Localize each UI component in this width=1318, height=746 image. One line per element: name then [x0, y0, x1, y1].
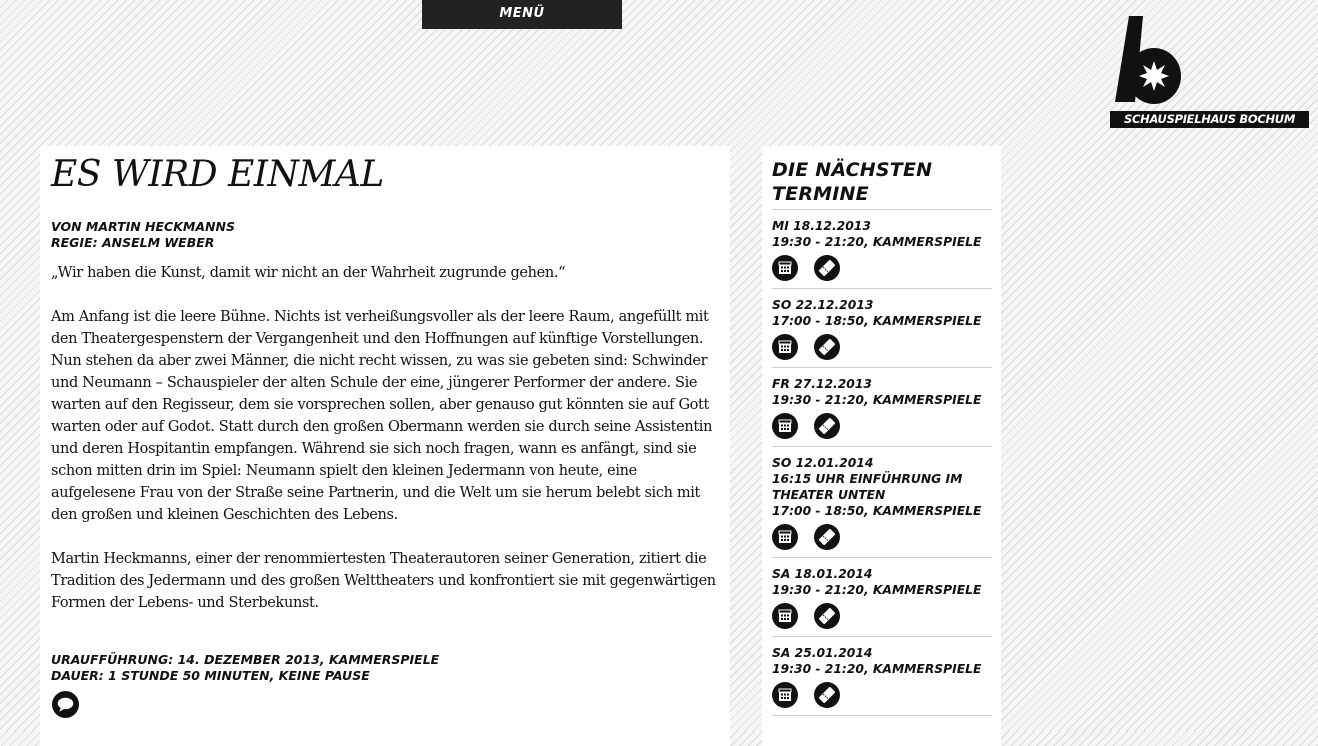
comment-icon[interactable]: [52, 691, 79, 718]
premiere-info: URAUFFÜHRUNG: 14. DEZEMBER 2013, KAMMERSPIELE: [51, 652, 440, 667]
author-credit: VON MARTIN HECKMANNS: [51, 219, 235, 234]
ticket-icon[interactable]: [814, 603, 840, 629]
text-line: Formen der Lebens- und Sterbekunst.: [51, 595, 319, 611]
performance-time-venue: 19:30 - 21:20, KAMMERSPIELE: [772, 662, 982, 676]
text-line: Martin Heckmanns, einer der renommiertesten Theaterautoren seiner Generation, zitiert die: [51, 551, 707, 567]
text-line: aufgelesene Frau von der Straße seine Partnerin, und die Welt um sie herum belebt sich mit: [51, 485, 701, 501]
text-line: und Neumann – Schauspieler der alten Schule der eine, jüngerer Performer der andere. Sie: [51, 375, 698, 391]
performance-date: SA 18.01.2014: [772, 567, 873, 581]
description-paragraph-2: [51, 548, 731, 614]
description: [51, 262, 731, 614]
ticket-icon[interactable]: [814, 524, 840, 550]
performance-time-venue: 19:30 - 21:20, KAMMERSPIELE: [772, 235, 982, 249]
dates-list: [772, 209, 992, 716]
text-line: und deren Hospitantin empfangen. Während sie sich noch fragen, wann es anfängt, sind sie: [51, 441, 697, 457]
ticket-icon[interactable]: [814, 413, 840, 439]
calendar-icon[interactable]: [772, 413, 798, 439]
calendar-icon[interactable]: [772, 524, 798, 550]
text-line: schon mitten drin im Spiel: Neumann spielt den kleinen Jedermann von heute, eine: [51, 463, 637, 479]
date-entry: [772, 368, 992, 447]
performance-time-venue: 17:00 - 18:50, KAMMERSPIELE: [772, 504, 982, 518]
date-entry: [772, 289, 992, 368]
date-entry: [772, 558, 992, 637]
schauspielhaus-logo[interactable]: [1110, 14, 1310, 128]
performance-date: SA 25.01.2014: [772, 646, 873, 660]
date-entry: [772, 210, 992, 289]
ticket-icon[interactable]: [814, 334, 840, 360]
production-facts: [51, 652, 439, 684]
performance-time-venue: 19:30 - 21:20, KAMMERSPIELE: [772, 393, 982, 407]
menu-button[interactable]: MENÜ: [422, 0, 622, 29]
text-line: den Theatergespenstern der Vergangenheit und den Hoffnungen auf künftige Vorstellungen.: [51, 331, 704, 347]
logo-b-icon: [1110, 14, 1310, 110]
upcoming-dates-panel: [762, 146, 1001, 746]
performance-date: MI 18.12.2013: [772, 219, 871, 233]
heading-line: DIE NÄCHSTEN: [772, 159, 933, 181]
ticket-icon[interactable]: [814, 255, 840, 281]
calendar-icon[interactable]: [772, 682, 798, 708]
calendar-icon[interactable]: [772, 603, 798, 629]
logo-label: SCHAUSPIELHAUS BOCHUM: [1110, 111, 1309, 128]
text-line: Am Anfang ist die leere Bühne. Nichts ist verheißungsvoller als der leere Raum, angefüllt mit: [51, 309, 709, 325]
ticket-icon[interactable]: [814, 682, 840, 708]
text-line: warten auf den Regisseur, dem sie vorsprechen sollen, aber genauso gut könnten sie auf Gott: [51, 397, 710, 413]
text-line: Tradition des Jedermann und des großen Welttheaters und konfrontiert sie mit gegenwärtigen: [51, 573, 716, 589]
duration-info: DAUER: 1 STUNDE 50 MINUTEN, KEINE PAUSE: [51, 668, 370, 683]
page-title: ES WIRD EINMAL: [51, 154, 384, 195]
performance-note: THEATER UNTEN: [772, 488, 886, 502]
performance-time-venue: 17:00 - 18:50, KAMMERSPIELE: [772, 314, 982, 328]
text-line: warten oder auf Godot. Statt durch den großen Obermann werden sie durch seine Assistentin: [51, 419, 713, 435]
text-line: den großen und kleinen Geschichten des Lebens.: [51, 507, 398, 523]
date-entry: [772, 447, 992, 558]
performance-time-venue: 19:30 - 21:20, KAMMERSPIELE: [772, 583, 982, 597]
performance-note: 16:15 UHR EINFÜHRUNG IM: [772, 472, 963, 486]
performance-date: SO 22.12.2013: [772, 298, 874, 312]
performance-date: SO 12.01.2014: [772, 456, 874, 470]
director-credit: REGIE: ANSELM WEBER: [51, 235, 215, 250]
text-line: Nun stehen da aber zwei Männer, die nicht recht wissen, zu was sie gebeten sind: Schwinder: [51, 353, 708, 369]
quote: „Wir haben die Kunst, damit wir nicht an der Wahrheit zugrunde gehen.“: [51, 265, 566, 281]
production-detail: [40, 146, 730, 746]
credits: [51, 219, 235, 251]
upcoming-dates-heading: [772, 158, 932, 206]
heading-line: TERMINE: [772, 183, 869, 205]
date-entry: [772, 637, 992, 716]
calendar-icon[interactable]: [772, 255, 798, 281]
description-paragraph-1: [51, 306, 731, 526]
performance-date: FR 27.12.2013: [772, 377, 872, 391]
calendar-icon[interactable]: [772, 334, 798, 360]
